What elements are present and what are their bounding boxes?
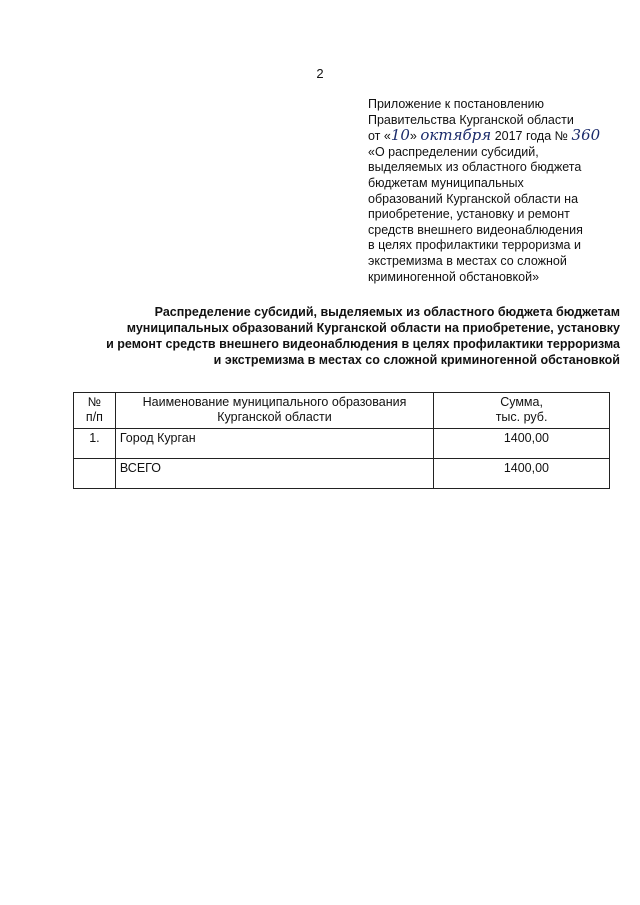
header-name: Наименование муниципального образования Курганской области xyxy=(115,393,433,429)
title-line: и экстремизма в местах со сложной криминогенной обстановкой xyxy=(213,353,620,367)
table-row xyxy=(74,429,610,459)
date-year-text: 2017 года № xyxy=(494,129,569,144)
subject-line: средств внешнего видеонаблюдения xyxy=(368,222,583,237)
subject-line: криминогенной обстановкой» xyxy=(368,269,540,284)
subject-line: в целях профилактики терроризма и xyxy=(368,238,581,253)
subject-line: бюджетам муниципальных xyxy=(368,175,524,190)
subject-line: экстремизма в местах со сложной xyxy=(368,253,567,268)
total-num xyxy=(74,459,116,489)
row-num: 1. xyxy=(74,429,116,459)
distribution-table xyxy=(73,392,610,489)
document-title xyxy=(60,304,620,368)
title-line: и ремонт средств внешнего видеонаблюдения в целях профилактики терроризма xyxy=(106,337,620,351)
subject-line: выделяемых из областного бюджета xyxy=(368,160,582,175)
header-sum: Сумма, тыс. руб. xyxy=(434,393,610,429)
subject-line: образований Курганской области на xyxy=(368,191,579,206)
row-sum: 1400,00 xyxy=(434,429,610,459)
date-prefix: от « xyxy=(368,129,391,144)
header-num: № п/п xyxy=(74,393,116,429)
page-number: 2 xyxy=(316,66,324,81)
total-sum: 1400,00 xyxy=(434,459,610,489)
appendix-line-2: Правительства Курганской области xyxy=(368,112,574,127)
table-total-row xyxy=(74,459,610,489)
handwritten-doc-number: 360 xyxy=(571,126,601,145)
table-header-row xyxy=(74,393,610,429)
appendix-date-line xyxy=(368,128,628,145)
row-name: Город Курган xyxy=(115,429,433,459)
title-line: муниципальных образований Курганской области на приобретение, установку xyxy=(126,321,620,335)
appendix-line-1: Приложение к постановлению xyxy=(368,97,544,111)
total-label: ВСЕГО xyxy=(115,459,433,489)
subject-line: «О распределении субсидий, xyxy=(368,144,539,159)
handwritten-day: 10 xyxy=(390,126,410,145)
date-mid: » xyxy=(409,129,417,144)
appendix-block xyxy=(368,97,628,285)
handwritten-month: октября xyxy=(420,126,492,145)
subject-line: приобретение, установку и ремонт xyxy=(368,207,570,222)
title-line: Распределение субсидий, выделяемых из областного бюджета бюджетам xyxy=(154,305,620,319)
